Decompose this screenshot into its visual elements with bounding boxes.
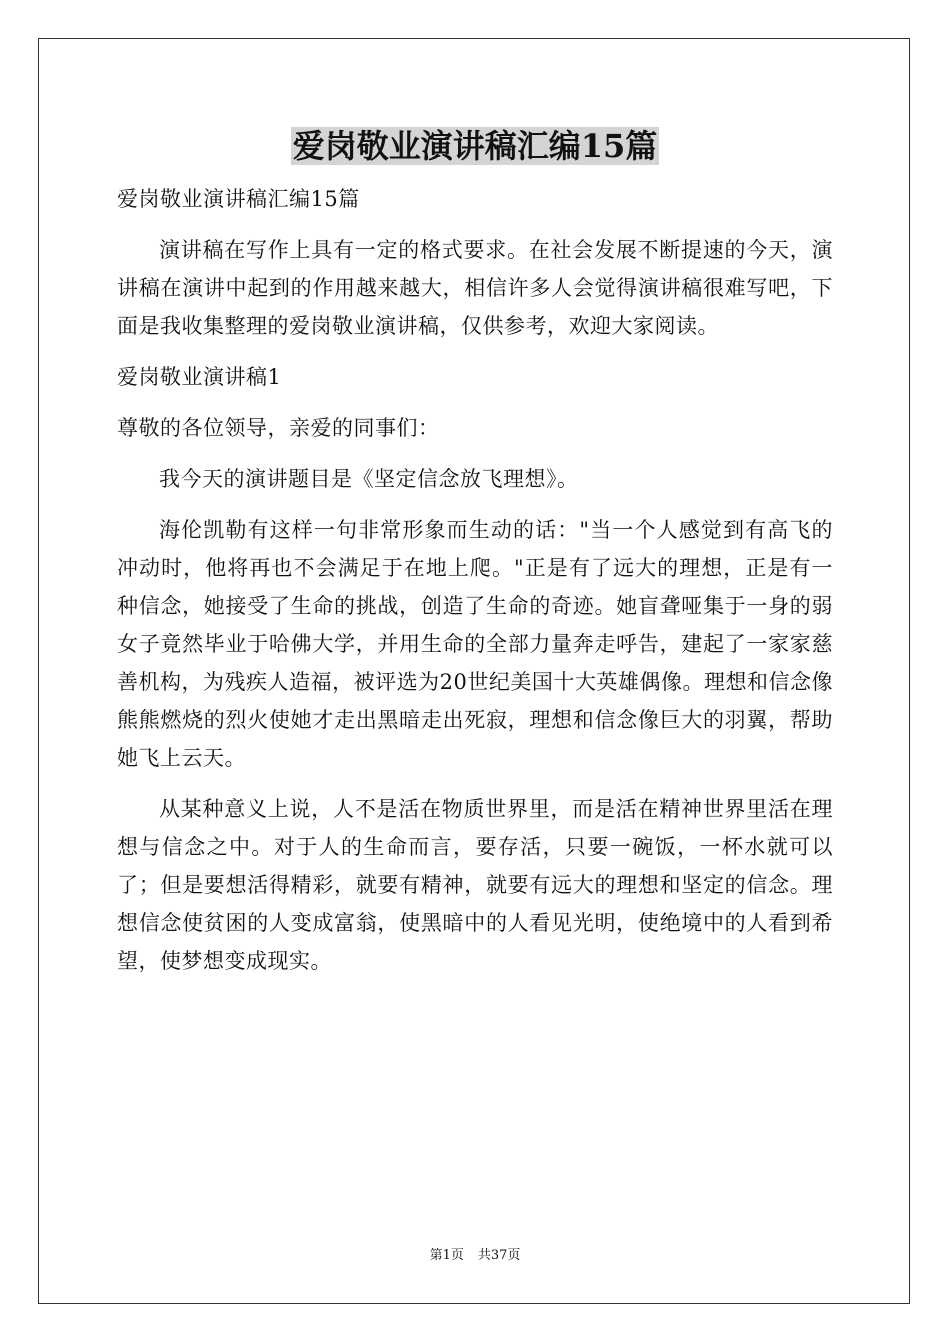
speech-topic-paragraph: 我今天的演讲题目是《坚定信念放飞理想》。 — [159, 467, 579, 491]
body-paragraph: 从某种意义上说，人不是活在物质世界里，而是活在精神世界里活在理想与信念之中。对于人的生命而言，要存活，只要一碗饭，一杯水就可以了；但是要想活得精彩，就要有精神，就要有远大的理想和坚定的信念。理想信念使贫困的人变成富翁，使黑暗中的人看见光明，使绝境中的人看到希望，使梦想变成现实。 — [117, 797, 833, 973]
page-footer — [0, 1247, 950, 1265]
document-title-text: 爱岗敬业演讲稿汇编15篇 — [292, 127, 658, 165]
intro-paragraph: 演讲稿在写作上具有一定的格式要求。在社会发展不断提速的今天，演讲稿在演讲中起到的作用越来越大，相信许多人会觉得演讲稿很难写吧，下面是我收集整理的爱岗敬业演讲稿，仅供参考，欢迎大家阅读。 — [117, 238, 833, 338]
document-title — [0, 124, 950, 168]
body-paragraph: 海伦凯勒有这样一句非常形象而生动的话："当一个人感觉到有高飞的冲动时，他将再也不会满足于在地上爬。"正是有了远大的理想，正是有一种信念，她接受了生命的挑战，创造了生命的奇迹。她盲聋哑集于一身的弱女子竟然毕业于哈佛大学，并用生命的全部力量奔走呼告，建起了一家家慈善机构，为残疾人造福，被评选为20世纪美国十大英雄偶像。理想和信念像熊熊燃烧的烈火使她才走出黑暗走出死寂，理想和信念像巨大的羽翼，帮助她飞上云天。 — [117, 518, 833, 770]
page-total: 共37页 — [477, 1248, 521, 1263]
salutation: 尊敬的各位领导，亲爱的同事们： — [117, 416, 440, 440]
document-body — [117, 180, 833, 993]
page-number: 第1页 — [429, 1248, 464, 1263]
subtitle-line: 爱岗敬业演讲稿汇编15篇 — [117, 187, 360, 211]
section-heading: 爱岗敬业演讲稿1 — [117, 365, 282, 389]
